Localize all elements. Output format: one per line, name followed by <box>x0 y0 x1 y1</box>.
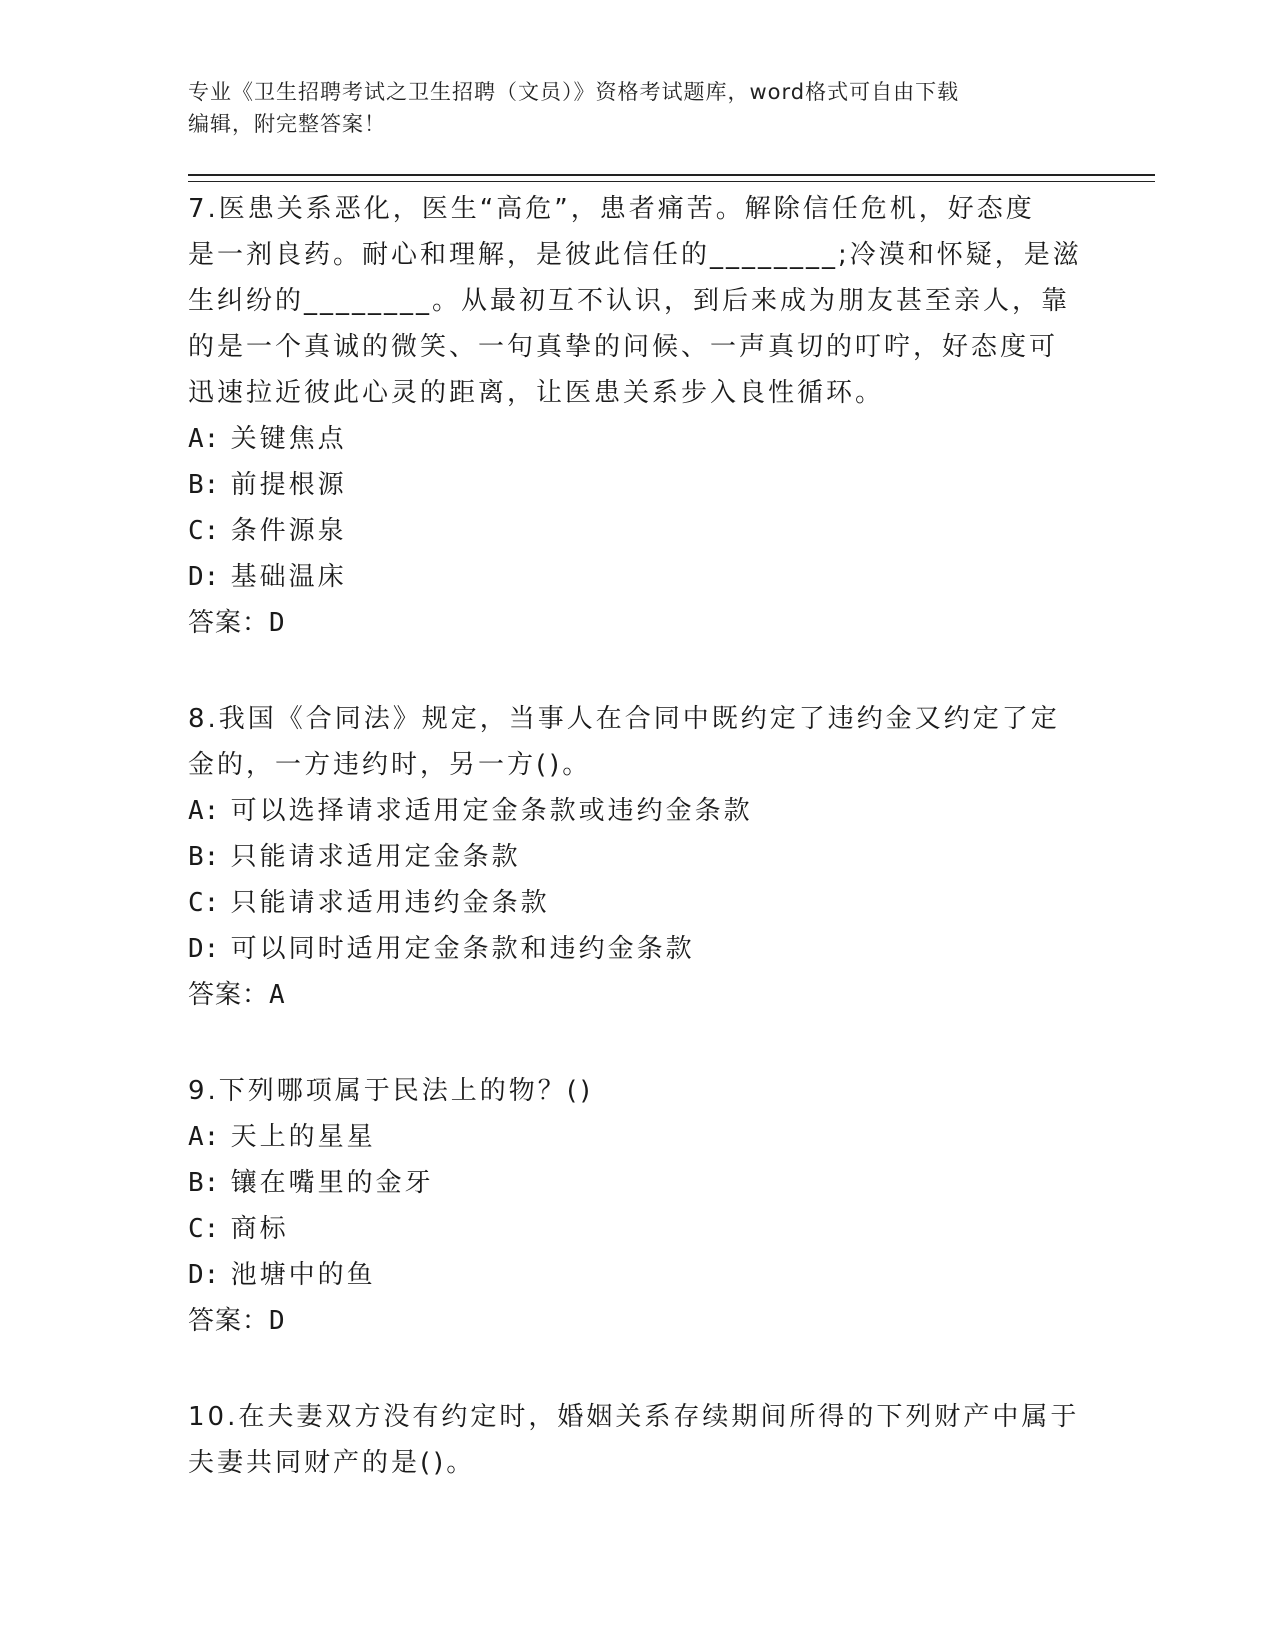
option-b <box>188 1160 1088 1206</box>
question-9 <box>188 1068 1088 1344</box>
spacer <box>188 646 1088 696</box>
option-text: 只能请求适用定金条款 <box>230 842 521 872</box>
answer-value: A <box>269 980 286 1010</box>
question-text-line: 夫妻共同财产的是()。 <box>188 1448 476 1478</box>
option-text: 可以选择请求适用定金条款或违约金条款 <box>230 796 753 826</box>
question-text-line: 生纠纷的________。从最初互不认识，到后来成为朋友甚至亲人，靠 <box>188 286 1071 316</box>
option-a <box>188 416 1088 462</box>
option-b <box>188 834 1088 880</box>
question-text-line: 10.在夫妻双方没有约定时，婚姻关系存续期间所得的下列财产中属于 <box>188 1402 1080 1432</box>
option-letter: A: <box>188 796 220 826</box>
option-a <box>188 1114 1088 1160</box>
question-8 <box>188 696 1088 1018</box>
option-c <box>188 880 1088 926</box>
question-text-line: 迅速拉近彼此心灵的距离，让医患关系步入良性循环。 <box>188 378 885 408</box>
answer-line <box>188 972 1088 1018</box>
option-text: 条件源泉 <box>230 516 347 546</box>
option-letter: C: <box>188 888 220 918</box>
option-letter: A: <box>188 1122 220 1152</box>
question-list <box>188 186 1088 1486</box>
spacer <box>188 1344 1088 1394</box>
header-line-2: 编辑，附完整答案！ <box>188 112 386 136</box>
header-divider-thin <box>188 181 1155 182</box>
option-c <box>188 1206 1088 1252</box>
option-a <box>188 788 1088 834</box>
option-letter: D: <box>188 562 220 592</box>
option-text: 只能请求适用违约金条款 <box>230 888 550 918</box>
answer-label: 答案： <box>188 1306 270 1336</box>
option-text: 商标 <box>230 1214 289 1244</box>
option-text: 基础温床 <box>230 562 347 592</box>
question-text-line: 7.医患关系恶化，医生“高危”，患者痛苦。解除信任危机，好态度 <box>188 194 1035 224</box>
option-letter: B: <box>188 842 220 872</box>
option-b <box>188 462 1088 508</box>
question-text-line: 是一剂良药。耐心和理解，是彼此信任的________;冷漠和怀疑，是滋 <box>188 240 1082 270</box>
option-letter: D: <box>188 934 220 964</box>
option-text: 池塘中的鱼 <box>230 1260 376 1290</box>
question-text-line: 9.下列哪项属于民法上的物？() <box>188 1076 594 1106</box>
header-line-1: 专业《卫生招聘考试之卫生招聘（文员）》资格考试题库，word格式可自由下载 <box>188 80 960 104</box>
option-letter: D: <box>188 1260 220 1290</box>
option-text: 镶在嘴里的金牙 <box>230 1168 434 1198</box>
option-d <box>188 1252 1088 1298</box>
option-text: 可以同时适用定金条款和违约金条款 <box>230 934 695 964</box>
option-letter: B: <box>188 1168 220 1198</box>
answer-line <box>188 600 1088 646</box>
spacer <box>188 1018 1088 1068</box>
question-text-line: 的是一个真诚的微笑、一句真挚的问候、一声真切的叮咛，好态度可 <box>188 332 1059 362</box>
question-text-line: 8.我国《合同法》规定，当事人在合同中既约定了违约金又约定了定 <box>188 704 1060 734</box>
option-letter: C: <box>188 1214 220 1244</box>
question-7 <box>188 186 1088 646</box>
option-c <box>188 508 1088 554</box>
option-text: 天上的星星 <box>230 1122 376 1152</box>
option-letter: C: <box>188 516 220 546</box>
answer-label: 答案： <box>188 980 270 1010</box>
option-d <box>188 926 1088 972</box>
option-text: 前提根源 <box>230 470 347 500</box>
header-divider-thick <box>188 174 1155 176</box>
answer-value: D <box>269 608 286 638</box>
answer-line <box>188 1298 1088 1344</box>
option-text: 关键焦点 <box>230 424 347 454</box>
question-10 <box>188 1394 1088 1486</box>
option-letter: A: <box>188 424 220 454</box>
answer-value: D <box>269 1306 286 1336</box>
option-d <box>188 554 1088 600</box>
answer-label: 答案： <box>188 608 270 638</box>
option-letter: B: <box>188 470 220 500</box>
question-text-line: 金的，一方违约时，另一方()。 <box>188 750 592 780</box>
document-header <box>188 76 1088 140</box>
